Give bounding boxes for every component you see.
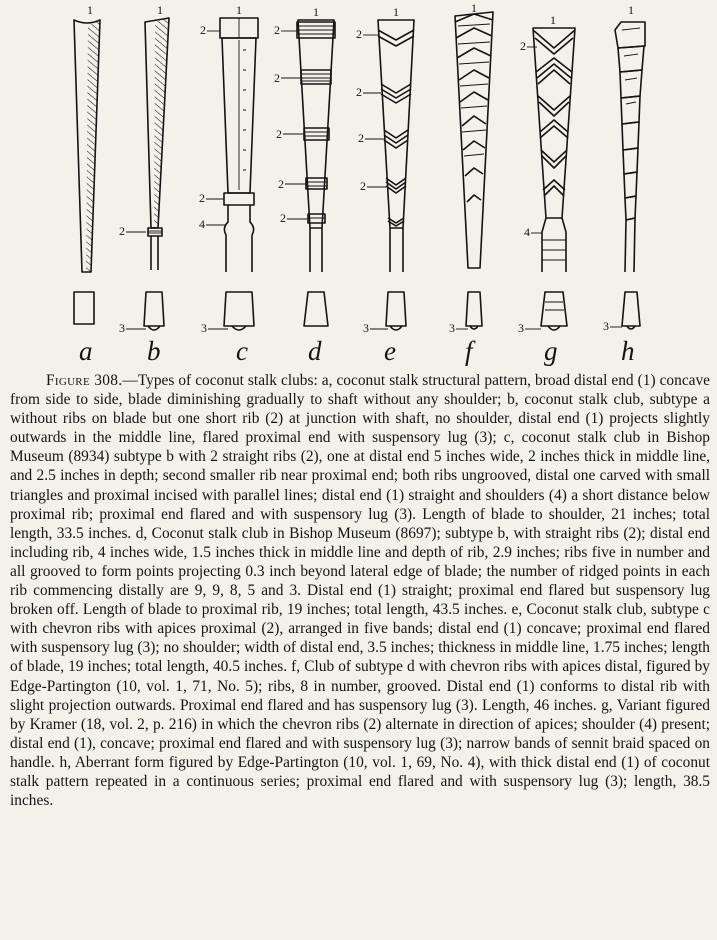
- callout-2: 2: [358, 131, 364, 145]
- figure-label: Figure 308.: [46, 372, 123, 389]
- callout-2: 2: [278, 177, 284, 191]
- callout-4: 4: [199, 217, 205, 231]
- club-h-drawing: [615, 22, 645, 329]
- club-letter-g: g: [544, 336, 558, 366]
- club-letter-d: d: [308, 336, 322, 366]
- callout-2: 2: [199, 191, 205, 205]
- club-letter-b: b: [147, 336, 161, 366]
- figure-caption: [10, 371, 710, 810]
- callout-1: 1: [87, 3, 93, 17]
- callout-1: 1: [313, 5, 319, 19]
- callout-2: 2: [274, 23, 280, 37]
- callout-1: 1: [628, 3, 634, 17]
- callout-2: 2: [356, 27, 362, 41]
- callout-2: 2: [356, 85, 362, 99]
- callout-2: 2: [520, 39, 526, 53]
- callout-2: 2: [200, 23, 206, 37]
- callout-3: 3: [119, 321, 125, 335]
- club-letter-a: a: [79, 336, 93, 366]
- club-c-drawing: [220, 18, 258, 330]
- club-figure: [0, 0, 717, 370]
- callout-1: 1: [393, 5, 399, 19]
- callout-3: 3: [518, 321, 524, 335]
- club-d-drawing: [297, 20, 335, 326]
- club-g-drawing: [533, 28, 575, 330]
- callout-2: 2: [360, 179, 366, 193]
- callout-3: 3: [363, 321, 369, 335]
- club-e-drawing: [378, 20, 414, 330]
- callout-1: 1: [471, 1, 477, 15]
- caption-text: —Types of coconut stalk clubs: a, coconut stalk structural pattern, broad distal end (1) concave from side to side, blade diminishing gradually to shaft without any shoulder; b, coconut stalk club, subtype a without ribs on blade but one short rib (2) at junction with shaft, no shoulder, distal end (1) projects slightly outwards in the middle line, flared proximal end with suspensory lug (3); c, coconut stalk club in Bishop Museum (8934) subtype b with 2 straight ribs (2), one at distal end 5 inches wide, 2 inches thick in middle line, and 2.5 inches in depth; second smaller rib near proximal end; both ribs ungrooved, distal one carved with small triangles and proximal incised with parallel lines; distal end (1) straight and shoulders (4) a short distance below proximal rib; proximal end flared and with suspensory lug (3). Length of blade to shoulder, 21 inches; total length, 33.5 inches. d, Coconut stalk club in Bishop Museum (8697); subtype b, with straight ribs (2); distal end including rib, 4 inches wide, 1.5 inches thick in middle line and depth of rib, 2.9 inches; ribs five in number and all grooved to form points projecting 0.3 inch beyond lateral edge of blade; the number of ridged points in each rib commencing distally are 9, 9, 8, 5 and 3. Distal end (1) straight; proximal end flared but suspensory lug broken off. Length of blade to proximal rib, 19 inches; total length, 43.5 inches. e, Coconut stalk club, subtype c with chevron ribs with apices proximal (2), arranged in five bands; distal end (1) concave; proximal end flared with suspensory lug (3); no shoulder; width of distal end, 3.5 inches; thickness in middle line, 1.75 inches; length of blade, 19 inches; total length, 40.5 inches. f, Club of subtype d with chevron ribs with apices distal, figured by Edge-Partington (10, vol. 1, 71, No. 5); ribs, 8 in number, grooved. Distal end (1) conforms to distal rib with slight projection outwards. Proximal end flared and has suspensory lug (3). Length, 46 inches. g, Variant figured by Kramer (18, vol. 2, p. 216) in which the chevron ribs (2) alternate in direction of apices; shoulder (4) present; distal end (1), concave; proximal end flared and with suspensory lug (3); narrow bands of sennit braid spaced on handle. h, Aberrant form figured by Edge-Partington (10, vol. 1, 69, No. 4), with thick distal end (1) of coconut stalk pattern repeated in a continuous series; proximal end flared and with suspensory lug (3); length, 38.5 inches.: [10, 372, 711, 810]
- club-letter-e: e: [384, 336, 396, 366]
- club-letter-f: f: [465, 336, 473, 366]
- callout-2: 2: [280, 211, 286, 225]
- club-letter-h: h: [621, 336, 635, 366]
- club-f-drawing: [455, 12, 493, 329]
- callout-4: 4: [524, 225, 530, 239]
- club-letter-c: c: [236, 336, 248, 366]
- club-b-drawing: [144, 18, 169, 330]
- callout-3: 3: [603, 319, 609, 333]
- callout-1: 1: [157, 3, 163, 17]
- callout-3: 3: [449, 321, 455, 335]
- callout-2: 2: [274, 71, 280, 85]
- callout-2: 2: [276, 127, 282, 141]
- callout-1: 1: [236, 3, 242, 17]
- club-a-drawing: [74, 20, 100, 324]
- callout-2: 2: [119, 224, 125, 238]
- callout-1: 1: [550, 13, 556, 27]
- callout-3: 3: [201, 321, 207, 335]
